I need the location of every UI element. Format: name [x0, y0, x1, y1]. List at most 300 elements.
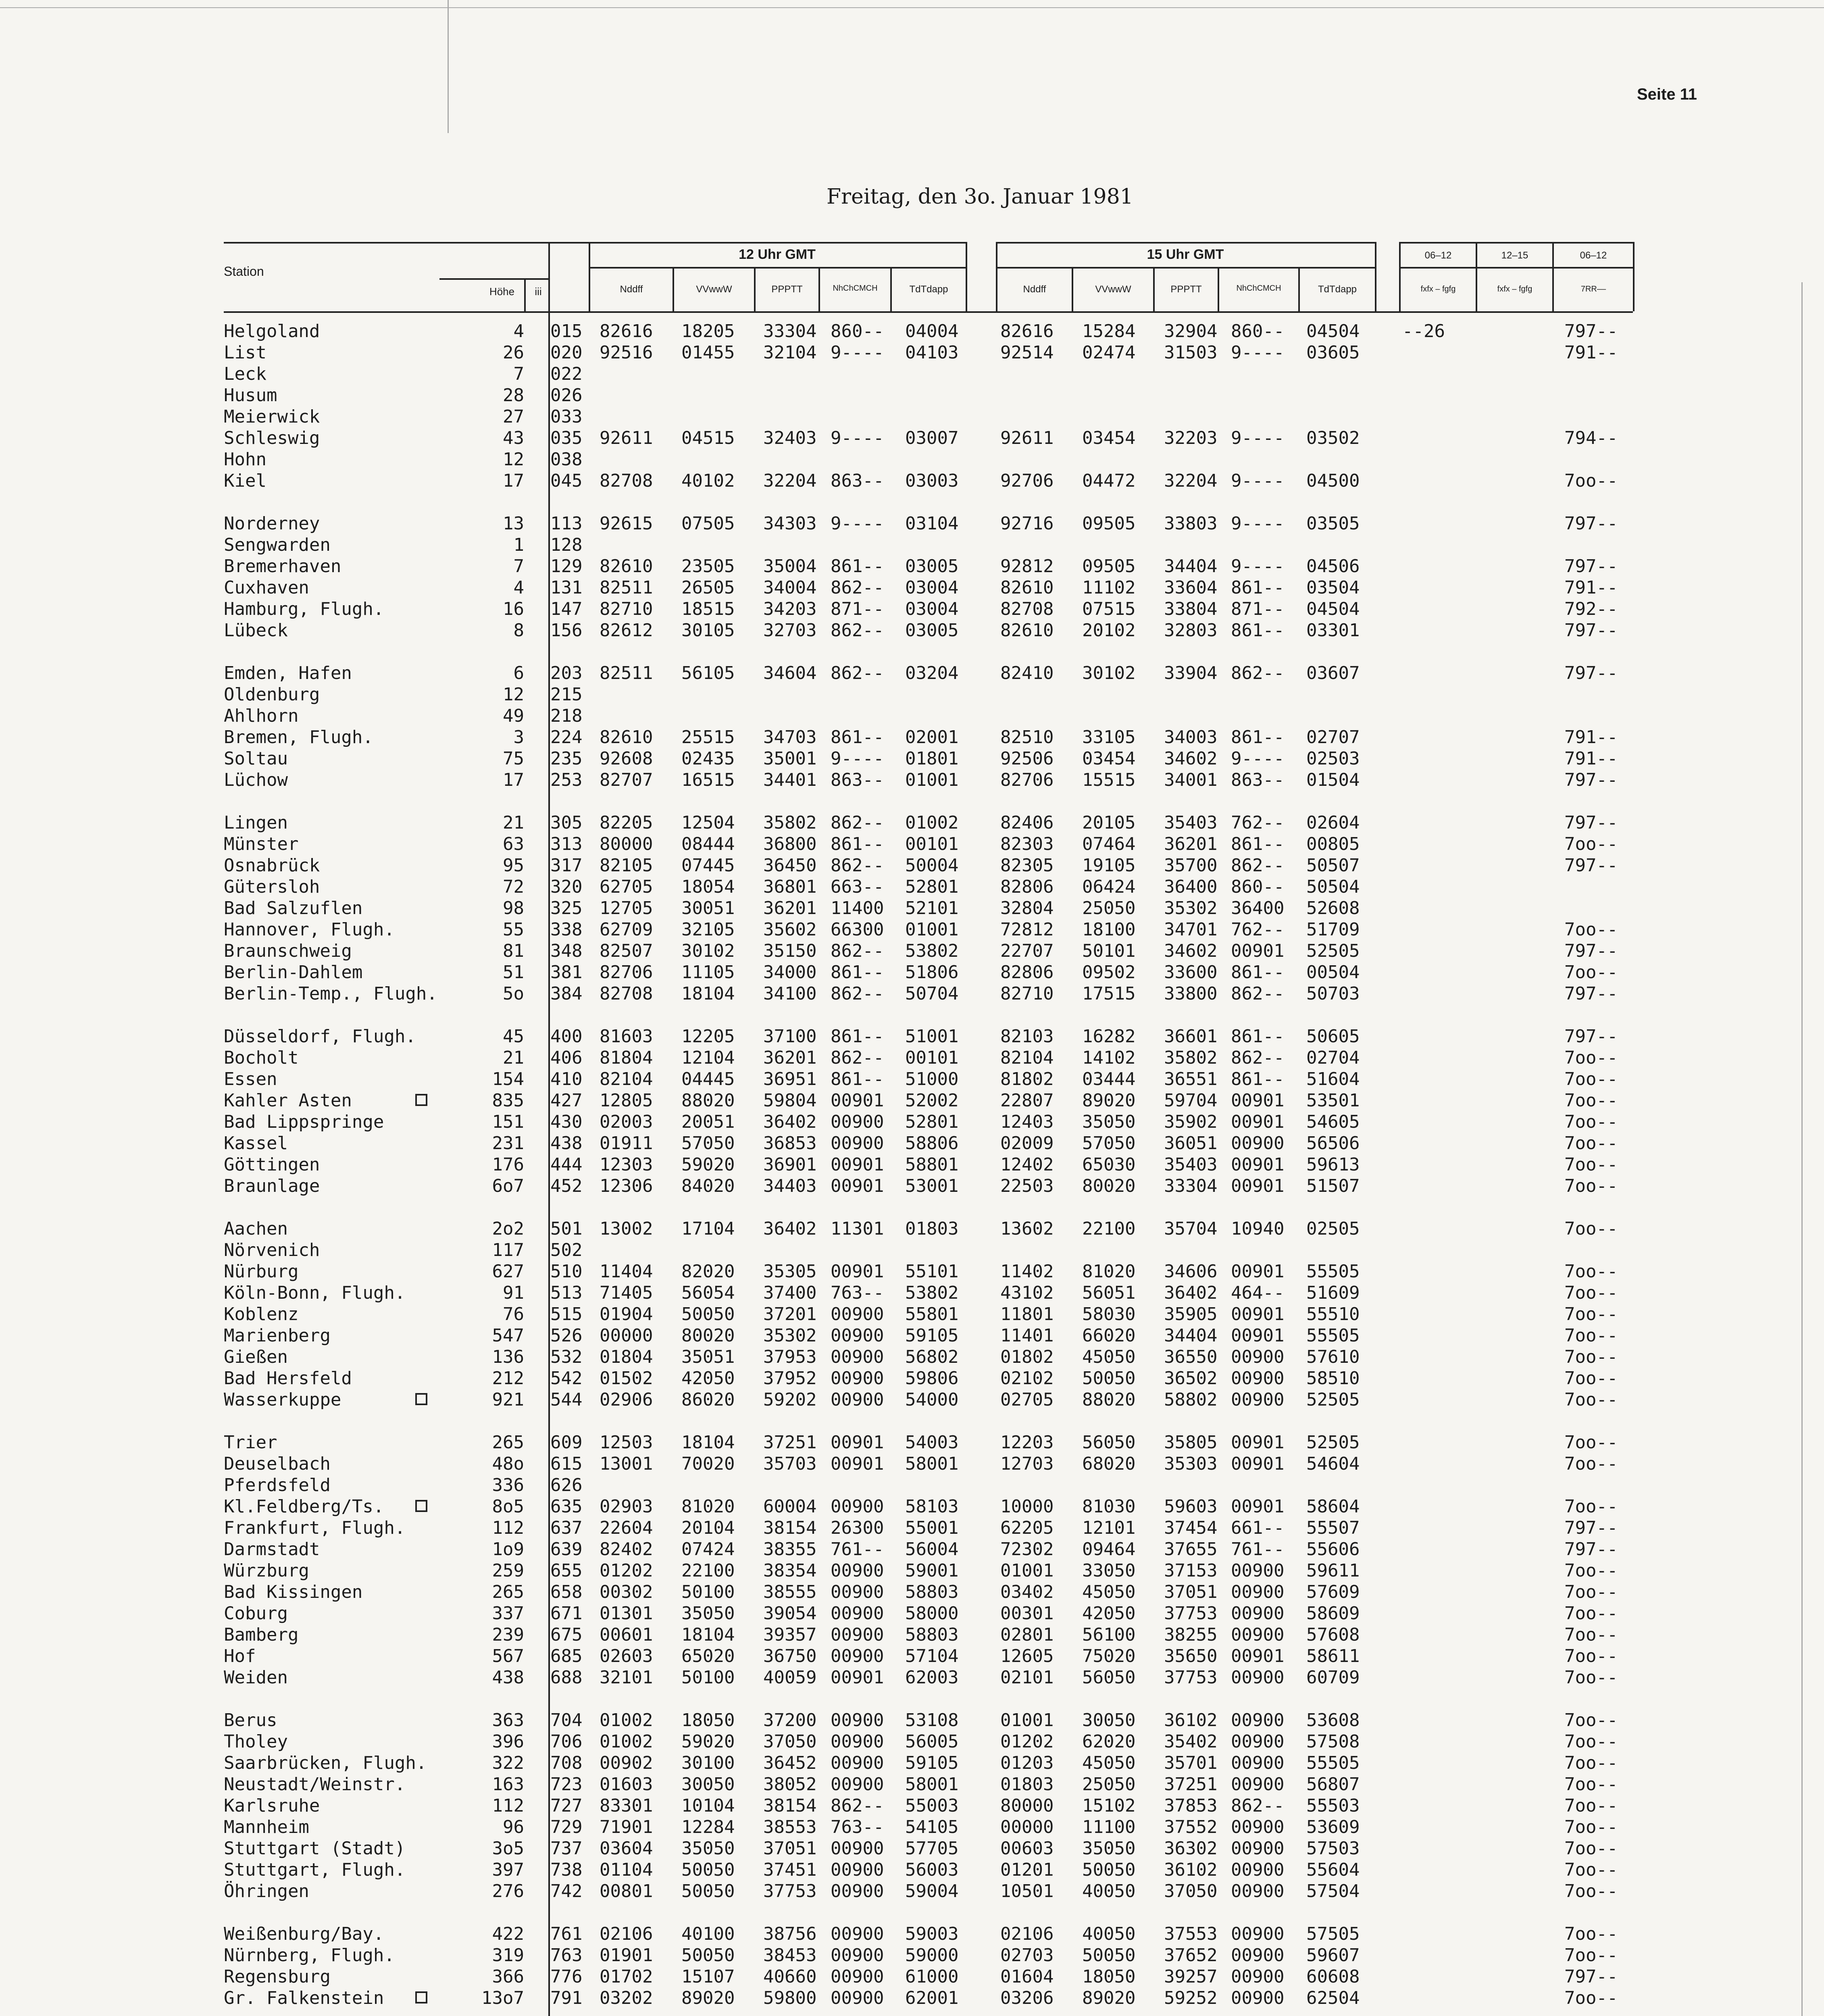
- obs-12utc: 62705: [600, 877, 653, 897]
- station-height: 28: [503, 385, 524, 406]
- obs-15utc: 35701: [1164, 1753, 1218, 1773]
- obs-15utc: 00900: [1231, 1817, 1285, 1837]
- obs-12utc: 03604: [600, 1838, 653, 1859]
- obs-12utc: 35150: [763, 941, 817, 961]
- precip-06-12: 797--: [1564, 620, 1618, 641]
- obs-12utc: 861--: [831, 556, 884, 577]
- obs-12utc: 88020: [681, 1090, 735, 1111]
- obs-12utc: 82104: [600, 1069, 653, 1089]
- obs-12utc: 58001: [905, 1774, 959, 1795]
- obs-12utc: 36201: [763, 898, 817, 918]
- obs-12utc: 07424: [681, 1539, 735, 1560]
- obs-15utc: 57503: [1306, 1838, 1360, 1859]
- obs-12utc: 54003: [905, 1432, 959, 1453]
- obs-15utc: 58604: [1306, 1496, 1360, 1517]
- header-col: VVwwW: [696, 284, 732, 295]
- obs-12utc: 32204: [763, 471, 817, 491]
- table-row: [0, 1239, 1824, 1261]
- obs-15utc: 464--: [1231, 1283, 1285, 1303]
- obs-12utc: 82507: [600, 941, 653, 961]
- precip-06-12: 7oo--: [1564, 1090, 1618, 1111]
- obs-12utc: 61000: [905, 1966, 959, 1987]
- obs-12utc: 00901: [831, 1176, 884, 1196]
- obs-15utc: 59603: [1164, 1496, 1218, 1517]
- obs-15utc: 35905: [1164, 1304, 1218, 1325]
- obs-15utc: 861--: [1231, 1026, 1285, 1047]
- obs-12utc: 00901: [831, 1154, 884, 1175]
- obs-15utc: 14102: [1082, 1048, 1136, 1068]
- obs-12utc: 51000: [905, 1069, 959, 1089]
- page-date: Freitag, den 3o. Januar 1981: [827, 185, 1133, 209]
- obs-15utc: 15515: [1082, 770, 1136, 790]
- obs-15utc: 57609: [1306, 1582, 1360, 1602]
- station-name: Norderney: [224, 513, 320, 534]
- obs-12utc: 01502: [600, 1368, 653, 1389]
- obs-12utc: 00900: [831, 1368, 884, 1389]
- station-name: Meierwick: [224, 406, 320, 427]
- station-id: 510: [550, 1261, 583, 1282]
- table-row: [0, 1603, 1824, 1624]
- obs-15utc: 03607: [1306, 663, 1360, 683]
- station-name: Kassel: [224, 1133, 288, 1154]
- precip-06-12: 7oo--: [1564, 1154, 1618, 1175]
- precip-06-12: 797--: [1564, 321, 1618, 342]
- precip-06-12: 7oo--: [1564, 1218, 1618, 1239]
- obs-15utc: 35050: [1082, 1112, 1136, 1132]
- station-height: 212: [492, 1368, 524, 1389]
- table-row: [0, 812, 1824, 833]
- station-name: Kahler Asten: [224, 1090, 352, 1111]
- table-row: [0, 1710, 1824, 1731]
- station-name: Berlin-Dahlem: [224, 962, 363, 983]
- obs-15utc: 89020: [1082, 1090, 1136, 1111]
- obs-15utc: 92716: [1000, 513, 1054, 534]
- table-row: [0, 1774, 1824, 1795]
- station-height: 921: [492, 1389, 524, 1410]
- obs-15utc: 55505: [1306, 1325, 1360, 1346]
- obs-15utc: 33800: [1164, 983, 1218, 1004]
- header-col: Nddff: [1023, 284, 1046, 295]
- table-row: [0, 962, 1824, 983]
- table-row: [0, 1945, 1824, 1966]
- obs-12utc: 861--: [831, 962, 884, 983]
- table-row: [0, 598, 1824, 620]
- obs-15utc: 55505: [1306, 1261, 1360, 1282]
- obs-15utc: 04504: [1306, 321, 1360, 342]
- obs-12utc: 37251: [763, 1432, 817, 1453]
- station-id: 235: [550, 748, 583, 769]
- obs-15utc: 52505: [1306, 941, 1360, 961]
- obs-15utc: 00900: [1231, 1945, 1285, 1966]
- obs-12utc: 34303: [763, 513, 817, 534]
- obs-12utc: 00900: [831, 1582, 884, 1602]
- precip-06-12: 7oo--: [1564, 1454, 1618, 1474]
- obs-12utc: 00900: [831, 1753, 884, 1773]
- obs-12utc: 50100: [681, 1582, 735, 1602]
- obs-15utc: 89020: [1082, 1988, 1136, 2008]
- station-height: 4: [513, 321, 524, 342]
- precip-06-12: 7oo--: [1564, 1731, 1618, 1752]
- station-name: Tholey: [224, 1731, 288, 1752]
- precip-06-12: 791--: [1564, 727, 1618, 748]
- obs-15utc: 36051: [1164, 1133, 1218, 1154]
- station-height: 835: [492, 1090, 524, 1111]
- obs-15utc: 06424: [1082, 877, 1136, 897]
- precip-06-12: 7oo--: [1564, 1069, 1618, 1089]
- obs-15utc: 00900: [1231, 1881, 1285, 1901]
- table-row: [0, 406, 1824, 427]
- obs-12utc: 13002: [600, 1218, 653, 1239]
- obs-12utc: 9----: [831, 428, 884, 448]
- station-height: 81: [503, 941, 524, 961]
- obs-15utc: 07515: [1082, 599, 1136, 619]
- obs-12utc: 82610: [600, 556, 653, 577]
- obs-12utc: 862--: [831, 941, 884, 961]
- obs-15utc: 37251: [1164, 1774, 1218, 1795]
- scan-mark: [0, 7, 1824, 8]
- obs-12utc: 58103: [905, 1496, 959, 1517]
- obs-15utc: 36302: [1164, 1838, 1218, 1859]
- obs-15utc: 15102: [1082, 1795, 1136, 1816]
- station-height: 163: [492, 1774, 524, 1795]
- obs-15utc: 82706: [1000, 770, 1054, 790]
- obs-12utc: 38154: [763, 1795, 817, 1816]
- obs-12utc: 00901: [831, 1454, 884, 1474]
- station-height: 98: [503, 898, 524, 918]
- table-row: [0, 1624, 1824, 1645]
- precip-06-12: 7oo--: [1564, 1560, 1618, 1581]
- obs-15utc: 52505: [1306, 1432, 1360, 1453]
- obs-15utc: 56050: [1082, 1432, 1136, 1453]
- obs-15utc: 02604: [1306, 812, 1360, 833]
- obs-12utc: 82707: [600, 770, 653, 790]
- obs-15utc: 00900: [1231, 1966, 1285, 1987]
- station-name: Bocholt: [224, 1048, 299, 1068]
- obs-15utc: 12402: [1000, 1154, 1054, 1175]
- header-station: Station: [224, 264, 264, 279]
- precip-06-12: 7oo--: [1564, 1368, 1618, 1389]
- obs-12utc: 02906: [600, 1389, 653, 1410]
- obs-15utc: 36550: [1164, 1347, 1218, 1367]
- station-name: Bad Salzuflen: [224, 898, 363, 918]
- obs-15utc: 33600: [1164, 962, 1218, 983]
- obs-15utc: 34602: [1164, 941, 1218, 961]
- station-height: 63: [503, 834, 524, 854]
- obs-12utc: 40102: [681, 471, 735, 491]
- station-height: 265: [492, 1432, 524, 1453]
- station-name: Gütersloh: [224, 877, 320, 897]
- obs-15utc: 51507: [1306, 1176, 1360, 1196]
- obs-12utc: 53802: [905, 1283, 959, 1303]
- obs-12utc: 00601: [600, 1624, 653, 1645]
- obs-15utc: 00900: [1231, 1667, 1285, 1688]
- station-name: Coburg: [224, 1603, 288, 1624]
- station-height: 49: [503, 706, 524, 726]
- obs-15utc: 81030: [1082, 1496, 1136, 1517]
- obs-12utc: 00900: [831, 1624, 884, 1645]
- station-name: Würzburg: [224, 1560, 309, 1581]
- station-height: 48o: [492, 1454, 524, 1474]
- obs-12utc: 01301: [600, 1603, 653, 1624]
- obs-15utc: 82104: [1000, 1048, 1054, 1068]
- obs-12utc: 18205: [681, 321, 735, 342]
- precip-06-12: 7oo--: [1564, 1389, 1618, 1410]
- station-name: Weißenburg/Bay.: [224, 1924, 384, 1944]
- station-name: Düsseldorf, Flugh.: [224, 1026, 416, 1047]
- station-height: 7: [513, 364, 524, 384]
- obs-12utc: 34004: [763, 577, 817, 598]
- table-row: [0, 1645, 1824, 1667]
- station-height: 265: [492, 1582, 524, 1602]
- obs-12utc: 59105: [905, 1325, 959, 1346]
- obs-12utc: 35305: [763, 1261, 817, 1282]
- obs-15utc: 50050: [1082, 1368, 1136, 1389]
- obs-15utc: 03301: [1306, 620, 1360, 641]
- station-height: 21: [503, 1048, 524, 1068]
- table-row: [0, 385, 1824, 406]
- station-name: Hof: [224, 1646, 256, 1666]
- table-row: [0, 1068, 1824, 1090]
- table-row: [0, 321, 1824, 342]
- obs-15utc: 52608: [1306, 898, 1360, 918]
- table-row: [0, 449, 1824, 470]
- obs-12utc: 07505: [681, 513, 735, 534]
- obs-15utc: 00900: [1231, 1731, 1285, 1752]
- obs-15utc: 82616: [1000, 321, 1054, 342]
- obs-15utc: 20102: [1082, 620, 1136, 641]
- obs-15utc: 00901: [1231, 941, 1285, 961]
- precip-06-12: 797--: [1564, 941, 1618, 961]
- obs-15utc: 33105: [1082, 727, 1136, 748]
- obs-15utc: 32904: [1164, 321, 1218, 342]
- obs-15utc: 45050: [1082, 1753, 1136, 1773]
- obs-15utc: 38255: [1164, 1624, 1218, 1645]
- obs-15utc: 02101: [1000, 1667, 1054, 1688]
- station-height: 76: [503, 1304, 524, 1325]
- obs-15utc: 33803: [1164, 513, 1218, 534]
- obs-12utc: 01803: [905, 1218, 959, 1239]
- obs-15utc: 02703: [1000, 1945, 1054, 1966]
- obs-12utc: 32101: [600, 1667, 653, 1688]
- precip-06-12: 7oo--: [1564, 834, 1618, 854]
- obs-15utc: 19105: [1082, 855, 1136, 876]
- station-name: Helgoland: [224, 321, 320, 342]
- obs-12utc: 55801: [905, 1304, 959, 1325]
- obs-12utc: 26505: [681, 577, 735, 598]
- obs-15utc: 861--: [1231, 834, 1285, 854]
- obs-12utc: 59003: [905, 1924, 959, 1944]
- obs-15utc: 35403: [1164, 812, 1218, 833]
- obs-12utc: 66300: [831, 919, 884, 940]
- obs-12utc: 38354: [763, 1560, 817, 1581]
- obs-12utc: 03204: [905, 663, 959, 683]
- obs-12utc: 01104: [600, 1860, 653, 1880]
- obs-15utc: 82710: [1000, 983, 1054, 1004]
- precip-06-12: 7oo--: [1564, 919, 1618, 940]
- obs-15utc: 15284: [1082, 321, 1136, 342]
- station-name: Weiden: [224, 1667, 288, 1688]
- table-row: [0, 1368, 1824, 1389]
- obs-15utc: 92506: [1000, 748, 1054, 769]
- obs-12utc: 82205: [600, 812, 653, 833]
- precip-06-12: 7oo--: [1564, 1603, 1618, 1624]
- obs-15utc: 34003: [1164, 727, 1218, 748]
- obs-15utc: 09505: [1082, 513, 1136, 534]
- obs-15utc: 55604: [1306, 1860, 1360, 1880]
- table-row: [0, 1325, 1824, 1346]
- obs-12utc: 89020: [681, 1988, 735, 2008]
- station-height: 567: [492, 1646, 524, 1666]
- obs-12utc: 00902: [600, 1753, 653, 1773]
- obs-12utc: 50004: [905, 855, 959, 876]
- obs-15utc: 60709: [1306, 1667, 1360, 1688]
- obs-12utc: 40059: [763, 1667, 817, 1688]
- obs-12utc: 50100: [681, 1667, 735, 1688]
- obs-12utc: 9----: [831, 342, 884, 363]
- obs-12utc: 01911: [600, 1133, 653, 1154]
- obs-15utc: 92706: [1000, 471, 1054, 491]
- obs-12utc: 11404: [600, 1261, 653, 1282]
- station-id: 325: [550, 898, 583, 918]
- station-id: 615: [550, 1454, 583, 1474]
- station-name: Nürnberg, Flugh.: [224, 1945, 395, 1966]
- obs-12utc: 02603: [600, 1646, 653, 1666]
- obs-15utc: 01201: [1000, 1860, 1054, 1880]
- station-height: 422: [492, 1924, 524, 1944]
- obs-12utc: 01804: [600, 1347, 653, 1367]
- station-height: 12: [503, 449, 524, 470]
- obs-15utc: 92514: [1000, 342, 1054, 363]
- obs-12utc: 53802: [905, 941, 959, 961]
- obs-12utc: 01002: [905, 812, 959, 833]
- station-id: 033: [550, 406, 583, 427]
- station-id: 742: [550, 1881, 583, 1901]
- obs-15utc: 34606: [1164, 1261, 1218, 1282]
- obs-12utc: 00101: [905, 1048, 959, 1068]
- obs-15utc: 37652: [1164, 1945, 1218, 1966]
- obs-12utc: 59806: [905, 1368, 959, 1389]
- obs-15utc: 00900: [1231, 1753, 1285, 1773]
- precip-06-12: 791--: [1564, 577, 1618, 598]
- obs-12utc: 00900: [831, 1966, 884, 1987]
- obs-15utc: 00900: [1231, 1774, 1285, 1795]
- obs-12utc: 02001: [905, 727, 959, 748]
- obs-15utc: 55507: [1306, 1518, 1360, 1538]
- obs-12utc: 00801: [600, 1881, 653, 1901]
- obs-15utc: 03454: [1082, 748, 1136, 769]
- obs-15utc: 35303: [1164, 1454, 1218, 1474]
- obs-12utc: 01001: [905, 919, 959, 940]
- station-name: List: [224, 342, 267, 363]
- obs-12utc: 50050: [681, 1304, 735, 1325]
- table-row: [0, 1282, 1824, 1304]
- obs-12utc: 82402: [600, 1539, 653, 1560]
- obs-15utc: 39257: [1164, 1966, 1218, 1987]
- station-name: Wasserkuppe: [224, 1389, 341, 1410]
- obs-12utc: 00900: [831, 1860, 884, 1880]
- obs-12utc: 00900: [831, 1560, 884, 1581]
- obs-15utc: 37553: [1164, 1924, 1218, 1944]
- obs-15utc: 03505: [1306, 513, 1360, 534]
- obs-15utc: 56051: [1082, 1283, 1136, 1303]
- station-height: 337: [492, 1603, 524, 1624]
- obs-12utc: 37753: [763, 1881, 817, 1901]
- precip-06-12: 7oo--: [1564, 1347, 1618, 1367]
- obs-15utc: 30102: [1082, 663, 1136, 683]
- station-height: 12: [503, 684, 524, 705]
- obs-12utc: 18104: [681, 983, 735, 1004]
- obs-15utc: 11102: [1082, 577, 1136, 598]
- obs-12utc: 59000: [905, 1945, 959, 1966]
- table-row: [0, 342, 1824, 363]
- obs-15utc: 00900: [1231, 1838, 1285, 1859]
- station-name: Hannover, Flugh.: [224, 919, 395, 940]
- station-name: Oldenburg: [224, 684, 320, 705]
- table-row: [0, 983, 1824, 1004]
- obs-12utc: 38453: [763, 1945, 817, 1966]
- obs-15utc: 88020: [1082, 1389, 1136, 1410]
- obs-15utc: 37753: [1164, 1603, 1218, 1624]
- obs-12utc: 71405: [600, 1283, 653, 1303]
- obs-15utc: 37051: [1164, 1582, 1218, 1602]
- station-height: 276: [492, 1881, 524, 1901]
- precip-06-12: 797--: [1564, 855, 1618, 876]
- header-col: NhChCMCH: [1236, 284, 1281, 293]
- obs-15utc: 54605: [1306, 1112, 1360, 1132]
- obs-15utc: 01803: [1000, 1774, 1054, 1795]
- station-height: 95: [503, 855, 524, 876]
- obs-12utc: 32703: [763, 620, 817, 641]
- obs-12utc: 01455: [681, 342, 735, 363]
- obs-12utc: 58803: [905, 1582, 959, 1602]
- obs-12utc: 36450: [763, 855, 817, 876]
- obs-15utc: 50507: [1306, 855, 1360, 876]
- obs-15utc: 58611: [1306, 1646, 1360, 1666]
- table-row: [0, 1026, 1824, 1047]
- obs-15utc: 51609: [1306, 1283, 1360, 1303]
- obs-15utc: 37050: [1164, 1881, 1218, 1901]
- obs-15utc: 861--: [1231, 1069, 1285, 1089]
- precip-06-12: 792--: [1564, 599, 1618, 619]
- obs-15utc: 04506: [1306, 556, 1360, 577]
- station-name: Schleswig: [224, 428, 320, 448]
- table-row: [0, 1816, 1824, 1838]
- obs-12utc: 59202: [763, 1389, 817, 1410]
- obs-15utc: 35700: [1164, 855, 1218, 876]
- station-id: 776: [550, 1966, 583, 1987]
- precip-06-12: 7oo--: [1564, 1133, 1618, 1154]
- obs-12utc: 36901: [763, 1154, 817, 1175]
- precip-06-12: 7oo--: [1564, 1710, 1618, 1731]
- obs-12utc: 00900: [831, 1710, 884, 1731]
- obs-12utc: 56005: [905, 1731, 959, 1752]
- obs-12utc: 36201: [763, 1048, 817, 1068]
- obs-12utc: 00900: [831, 1881, 884, 1901]
- station-id: 626: [550, 1475, 583, 1495]
- obs-12utc: 04004: [905, 321, 959, 342]
- obs-12utc: 39357: [763, 1624, 817, 1645]
- station-name: Nörvenich: [224, 1240, 320, 1260]
- obs-15utc: 42050: [1082, 1603, 1136, 1624]
- obs-15utc: 04500: [1306, 471, 1360, 491]
- obs-15utc: 01202: [1000, 1731, 1054, 1752]
- obs-15utc: 02705: [1000, 1389, 1054, 1410]
- table-row: [0, 1667, 1824, 1688]
- table-row: [0, 898, 1824, 919]
- station-id: 515: [550, 1304, 583, 1325]
- obs-15utc: 56050: [1082, 1667, 1136, 1688]
- obs-15utc: 34602: [1164, 748, 1218, 769]
